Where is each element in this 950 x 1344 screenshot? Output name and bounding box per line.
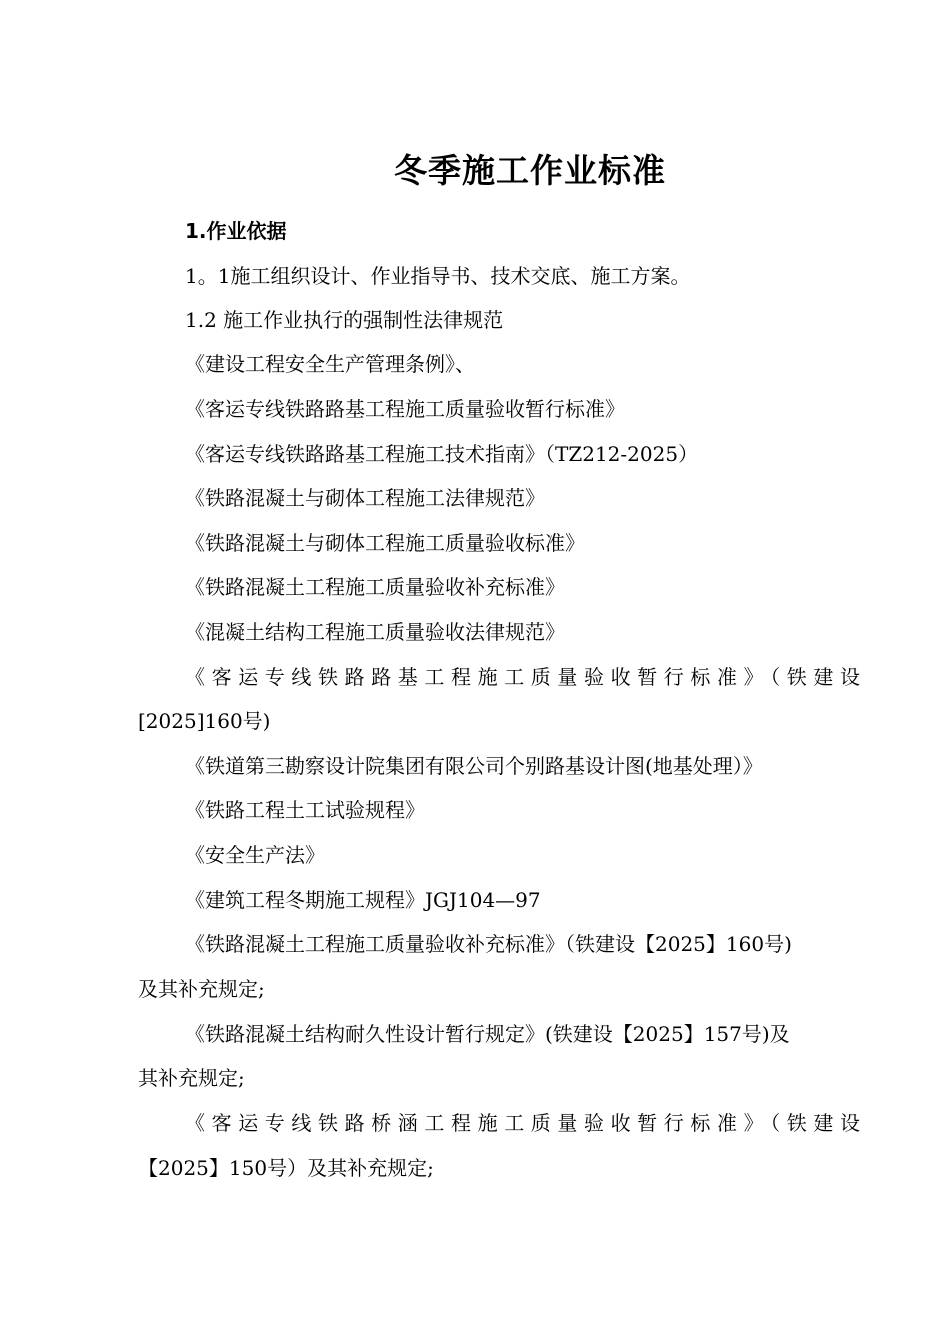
- section-heading: 1.作业依据: [185, 219, 287, 243]
- text-line: 《铁路混凝土结构耐久性设计暂行规定》(铁建设【2025】157号)及: [185, 1022, 790, 1046]
- text-line: 《混凝土结构工程施工质量验收法律规范》: [185, 620, 565, 644]
- text-line: 1。1施工组织设计、作业指导书、技术交底、施工方案。: [185, 264, 691, 288]
- text-line-continued: [2025]160号): [138, 709, 271, 733]
- text-line: 《铁路混凝土工程施工质量验收补充标准》（铁建设【2025】160号): [185, 932, 792, 956]
- text-line: 《安全生产法》: [185, 843, 325, 867]
- text-line: 《客运专线铁路路基工程施工质量验收暂行标准》: [185, 397, 625, 421]
- document-title: 冬季施工作业标准: [394, 151, 666, 190]
- text-line: 《铁路混凝土与砌体工程施工法律规范》: [185, 486, 545, 510]
- text-line: 《客运专线铁路路基工程施工质量验收暂行标准》（铁建设: [185, 665, 860, 689]
- text-line: 《铁路工程土工试验规程》: [185, 798, 425, 822]
- text-line: 《铁路混凝土工程施工质量验收补充标准》: [185, 575, 565, 599]
- text-line: 1.2 施工作业执行的强制性法律规范: [185, 308, 504, 332]
- text-line: 《建设工程安全生产管理条例》、: [185, 352, 475, 376]
- text-line: 《铁路混凝土与砌体工程施工质量验收标准》: [185, 531, 585, 555]
- text-line: 《建筑工程冬期施工规程》JGJ104—97: [185, 888, 541, 912]
- text-line-continued: 及其补充规定;: [138, 977, 265, 1001]
- text-line-continued: 【2025】150号）及其补充规定;: [138, 1156, 434, 1180]
- text-line: 《客运专线铁路桥涵工程施工质量验收暂行标准》（铁建设: [185, 1111, 860, 1135]
- text-line-continued: 其补充规定;: [138, 1066, 245, 1090]
- text-line: 《铁道第三勘察设计院集团有限公司个别路基设计图(地基处理）》: [185, 754, 763, 778]
- text-line: 《客运专线铁路路基工程施工技术指南》（TZ212-2025）: [185, 442, 699, 466]
